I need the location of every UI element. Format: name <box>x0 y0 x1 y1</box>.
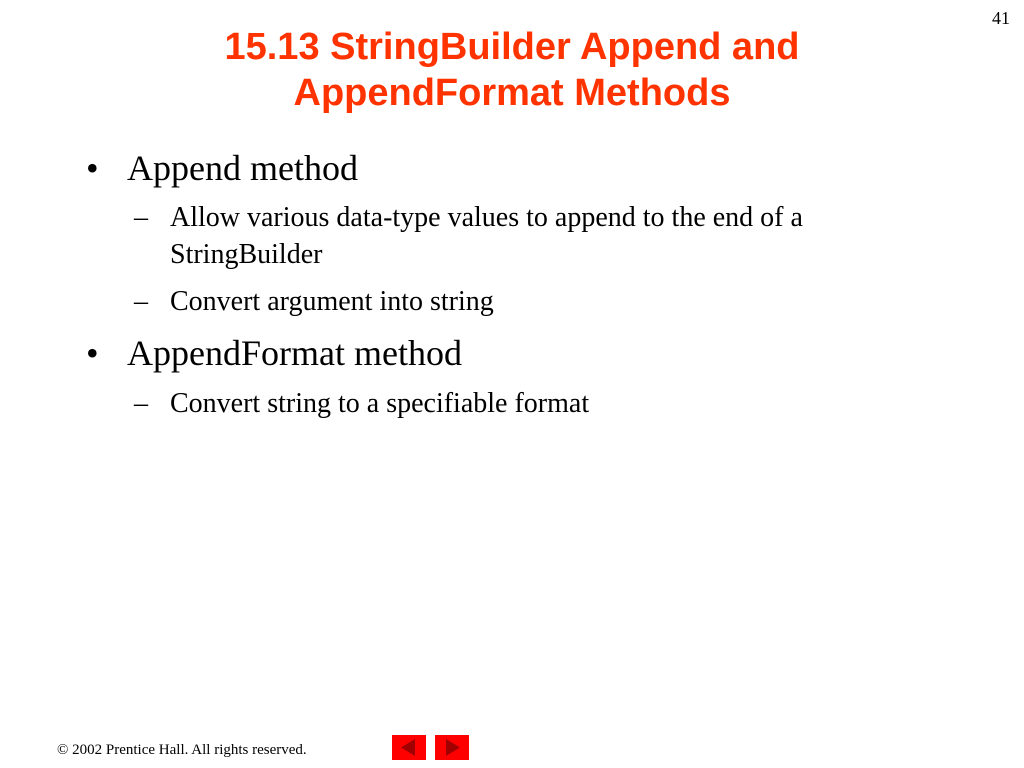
arrow-right-icon <box>435 735 469 760</box>
sub-bullet <box>134 199 894 273</box>
bullet-dot: • <box>86 333 99 373</box>
title-line-2: AppendFormat Methods <box>293 72 731 114</box>
bullet-text: Append method <box>127 148 358 188</box>
slide-title <box>0 24 1024 116</box>
bullet-text: AppendFormat method <box>127 333 462 373</box>
sub-dash: – <box>134 286 148 317</box>
sub-text: Convert argument into string <box>170 286 494 317</box>
sub-dash: – <box>134 202 148 233</box>
title-line-1: 15.13 StringBuilder Append and <box>224 26 800 68</box>
arrow-left-icon <box>392 735 426 760</box>
previous-slide-button[interactable] <box>392 735 426 760</box>
bullet-dot: • <box>86 148 99 188</box>
sub-bullet <box>134 283 894 320</box>
sub-text: Convert string to a specifiable format <box>170 388 590 419</box>
page-number: 41 <box>992 8 1010 28</box>
copyright-footer: © 2002 Prentice Hall. All rights reserved. <box>57 742 307 758</box>
sub-text: Allow various data-type values to append to the end of a StringBuilder <box>170 202 803 270</box>
next-slide-button[interactable] <box>435 735 469 760</box>
sub-dash: – <box>134 388 148 419</box>
sub-bullet <box>134 385 894 422</box>
